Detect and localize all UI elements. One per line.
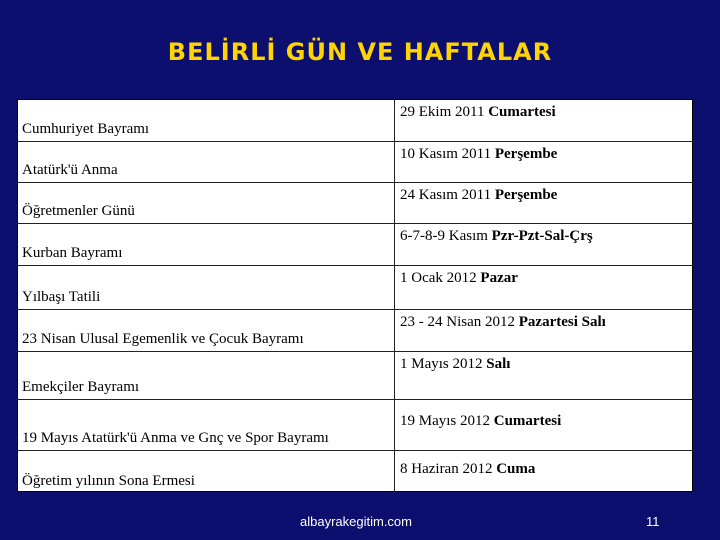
event-name: Emekçiler Bayramı [22,379,140,395]
table-row [18,224,692,266]
footer-site: albayrakegitim.com [300,514,412,529]
table-row [18,400,692,451]
event-name-cell [18,400,395,450]
event-name-cell [18,451,395,493]
event-name: Cumhuriyet Bayramı [22,121,150,137]
table-row [18,100,692,142]
event-name-cell [18,310,395,351]
table-row [18,310,692,352]
table-row [18,183,692,224]
event-date-text: 8 Haziran 2012 Cuma [400,461,536,477]
event-name-cell [18,266,395,309]
event-date-text: 10 Kasım 2011 Perşembe [400,146,558,162]
dates-table [17,99,693,492]
table-row [18,352,692,400]
event-date-text: 1 Ocak 2012 Pazar [400,270,518,286]
table-row [18,142,692,183]
table-row [18,266,692,310]
event-date-text: 6-7-8-9 Kasım Pzr-Pzt-Sal-Çrş [400,228,593,244]
event-name-cell [18,142,395,182]
event-name: 19 Mayıs Atatürk'ü Anma ve Gnç ve Spor Bayramı [22,430,329,446]
event-name: Atatürk'ü Anma [22,162,118,178]
event-name-cell [18,352,395,399]
event-date-text: 1 Mayıs 2012 Salı [400,356,511,372]
event-date-text: 24 Kasım 2011 Perşembe [400,187,558,203]
table-row [18,451,692,493]
event-name: Öğretim yılının Sona Ermesi [22,473,195,489]
event-name-cell [18,100,395,141]
event-date-text: 23 - 24 Nisan 2012 Pazartesi Salı [400,314,606,330]
event-name-cell [18,224,395,265]
event-name-cell [18,183,395,223]
event-date-text: 19 Mayıs 2012 Cumartesi [400,413,562,429]
event-name: Yılbaşı Tatili [22,289,101,305]
page-number: 11 [646,514,660,529]
event-name: Öğretmenler Günü [22,203,135,219]
slide-title: BELİRLİ GÜN VE HAFTALAR [167,38,553,66]
event-name: 23 Nisan Ulusal Egemenlik ve Çocuk Bayramı [22,331,304,347]
event-date-text: 29 Ekim 2011 Cumartesi [400,104,556,120]
event-name: Kurban Bayramı [22,245,123,261]
